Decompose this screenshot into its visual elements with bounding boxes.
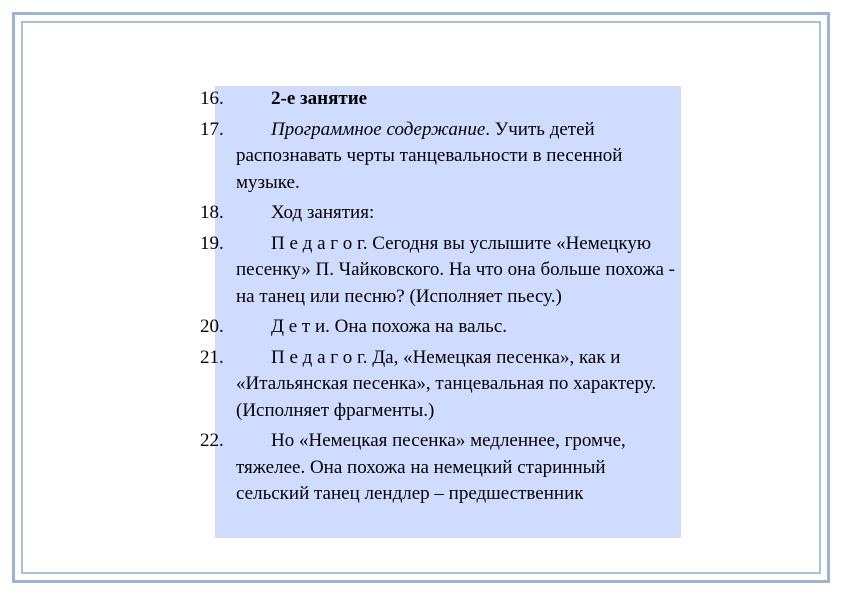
- paragraph-text: . Учить детей распознавать черты танцевальности в песенной музыке.: [236, 118, 623, 193]
- paragraph-18: [200, 200, 677, 227]
- paragraph-text: П е д а г о г. Да, «Немецкая песенка», как и «Итальянская песенка», танцевальная по характеру. (Исполняет фрагменты.): [236, 346, 657, 421]
- paragraph-text: П е д а г о г. Сегодня вы услышите «Немецкую песенку» П. Чайковского. На что она больше похожа - на танец или песню? (Исполняет пьесу.): [236, 232, 675, 307]
- paragraph-text: Но «Немецкая песенка» медленнее, громче, тяжелее. Она похожа на немецкий старинный сельский танец лендлер – предшественник: [236, 430, 626, 504]
- paragraph-number: 22.: [200, 430, 224, 451]
- program-content-label: Программное содержание: [271, 118, 486, 140]
- paragraph-number: 19.: [200, 232, 224, 254]
- paragraph-number: 20.: [200, 316, 224, 337]
- paragraph-17: [200, 117, 677, 197]
- paragraph-number: 16.: [200, 88, 224, 109]
- paragraph-text: Д е т и. Она похожа на вальс.: [271, 316, 507, 337]
- lesson-text-box: [200, 86, 681, 538]
- paragraph-19: [200, 231, 677, 311]
- paragraph-21: [200, 345, 677, 425]
- paragraph-22: [200, 428, 677, 508]
- paragraph-number: 18.: [200, 202, 224, 223]
- paragraph-number: 17.: [200, 118, 224, 140]
- paragraph-text: Ход занятия:: [271, 202, 375, 223]
- paragraph-number: 21.: [200, 346, 224, 368]
- lesson-heading: 2-е занятие: [271, 88, 368, 109]
- paragraph-16: [200, 86, 677, 113]
- paragraph-20: [200, 314, 677, 341]
